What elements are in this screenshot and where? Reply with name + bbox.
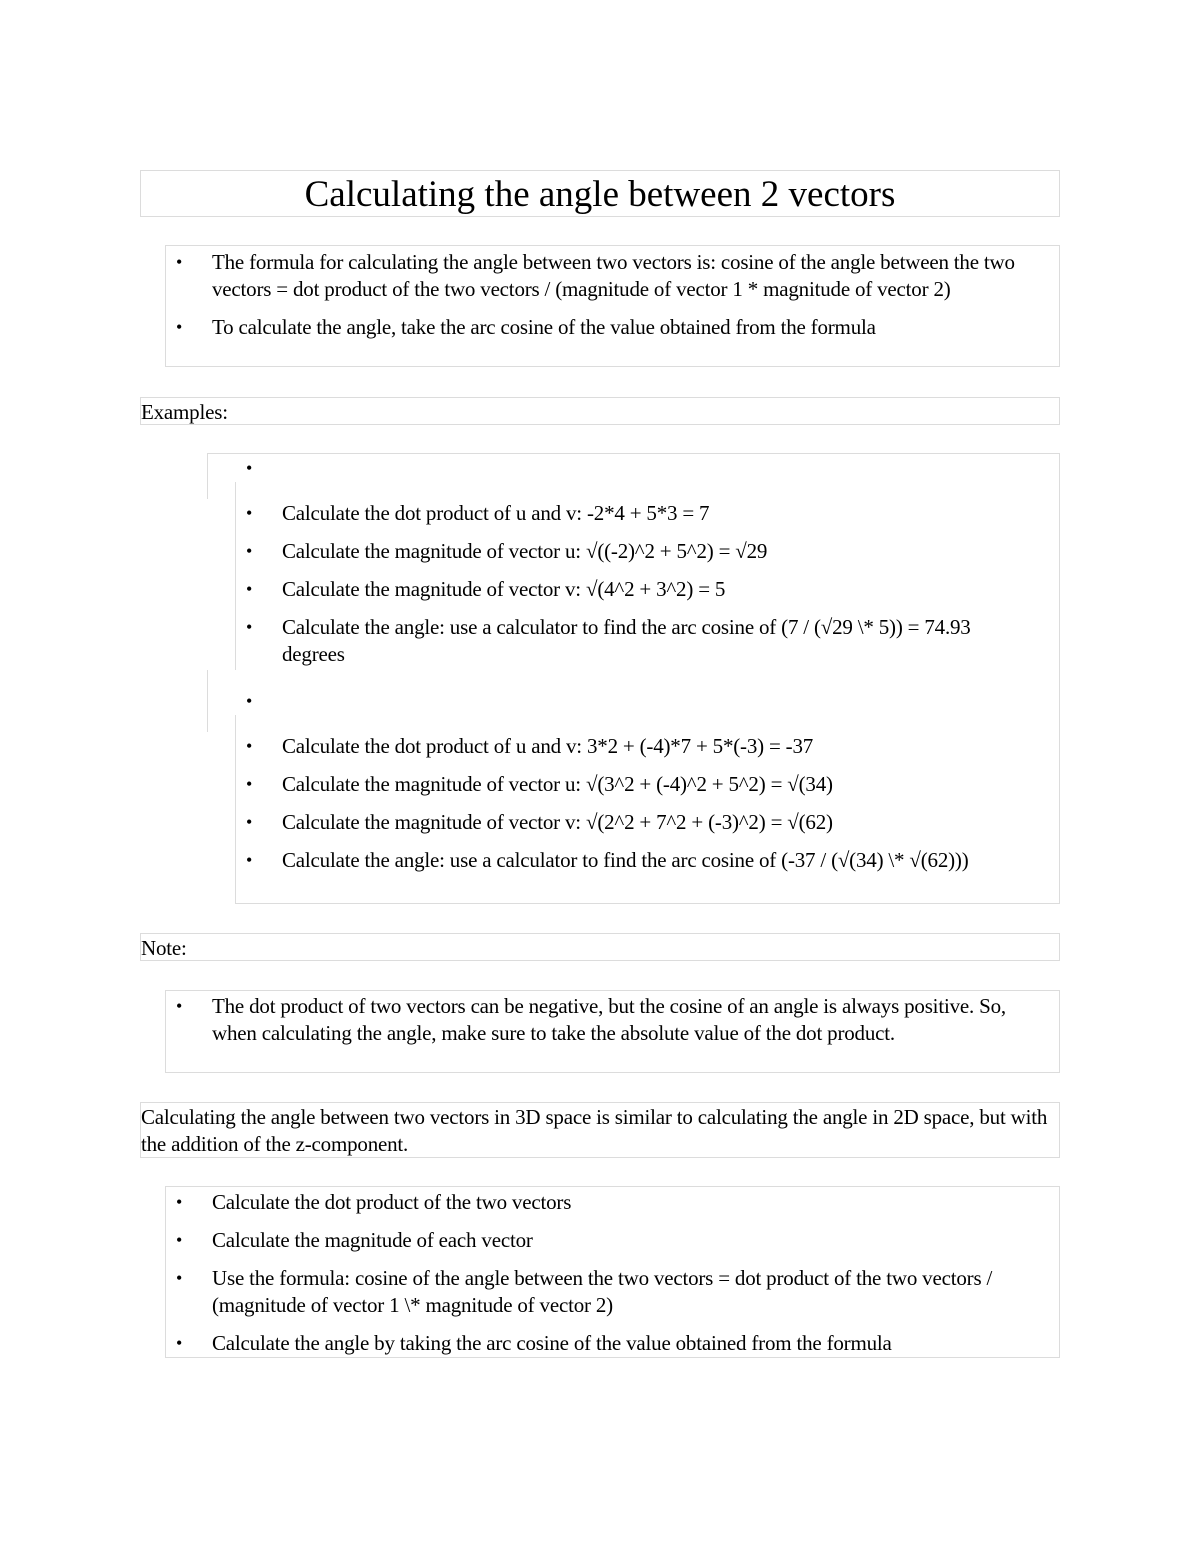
page-title	[140, 170, 1060, 217]
list-item-text: Calculate the angle by taking the arc cosine of the value obtained from the formula	[212, 1331, 892, 1355]
example-2-steps-rule	[235, 715, 236, 903]
examples-box-bottom-rule	[235, 903, 1060, 904]
list-item	[176, 314, 1058, 341]
page-title-text: Calculating the angle between 2 vectors	[304, 174, 896, 215]
intro-list-box	[165, 245, 1060, 367]
bullet-icon: •	[176, 317, 183, 337]
bullet-icon: •	[176, 996, 183, 1016]
list-item	[246, 538, 1042, 565]
example-2-left-rule	[207, 670, 208, 732]
threed-list	[176, 1189, 1032, 1357]
list-item-text: Calculate the dot product of the two vectors	[212, 1190, 572, 1214]
list-item-text: Calculate the angle: use a calculator to find the arc cosine of (7 / (√29 \* 5)) = 74.93 degrees	[282, 615, 971, 666]
bullet-icon: •	[246, 503, 253, 523]
list-item	[246, 455, 1042, 482]
bullet-icon: •	[246, 774, 253, 794]
bullet-icon: •	[246, 736, 253, 756]
list-item	[176, 993, 1042, 1047]
note-label-text: Note:	[141, 936, 187, 960]
examples-label	[140, 397, 1060, 425]
list-item-text: The dot product of two vectors can be negative, but the cosine of an angle is always positive. So, when calculating the angle, make sure to take the absolute value of the dot product.	[212, 994, 1006, 1045]
example-1-heading	[246, 455, 1042, 482]
bullet-icon: •	[176, 1230, 183, 1250]
bullet-icon: •	[246, 691, 253, 711]
note-list	[176, 993, 1042, 1047]
bullet-icon: •	[246, 617, 253, 637]
intro-list	[176, 249, 1058, 341]
list-item-text: Calculate the magnitude of vector v: √(2^2 + 7^2 + (-3)^2) = √(62)	[282, 810, 833, 834]
threed-paragraph-text: Calculating the angle between two vectors in 3D space is similar to calculating the angle in 2D space, but with the addition of the z-component.	[141, 1105, 1048, 1156]
list-item-text: Calculate the magnitude of vector u: √(3^2 + (-4)^2 + 5^2) = √(34)	[282, 772, 833, 796]
example-2-heading	[246, 688, 1042, 715]
bullet-icon: •	[246, 579, 253, 599]
list-item	[246, 809, 1042, 836]
example-2-steps	[246, 733, 1042, 874]
bullet-icon: •	[176, 1333, 183, 1353]
list-item-text: Calculate the magnitude of vector v: √(4^2 + 3^2) = 5	[282, 577, 726, 601]
note-list-box	[165, 990, 1060, 1073]
list-item-text: To calculate the angle, take the arc cosine of the value obtained from the formula	[212, 315, 876, 339]
list-item	[246, 500, 1042, 527]
bullet-icon: •	[246, 812, 253, 832]
list-item-text: Use the formula: cosine of the angle between the two vectors = dot product of the two vectors / (magnitude of vector 1 \* magnitude of vector 2)	[212, 1266, 993, 1317]
list-item-text: Calculate the dot product of u and v: 3*2 + (-4)*7 + 5*(-3) = -37	[282, 734, 814, 758]
bullet-icon: •	[246, 541, 253, 561]
list-item	[176, 1227, 1032, 1254]
list-item-text: Calculate the angle: use a calculator to find the arc cosine of (-37 / (√(34) \* √(62)))	[282, 848, 969, 872]
bullet-icon: •	[246, 850, 253, 870]
list-item	[246, 771, 1042, 798]
note-label	[140, 933, 1060, 961]
bullet-icon: •	[176, 1192, 183, 1212]
list-item-text: Calculate the magnitude of vector u: √((-2)^2 + 5^2) = √29	[282, 539, 768, 563]
list-item-text: Calculate the dot product of u and v: -2*4 + 5*3 = 7	[282, 501, 710, 525]
list-item	[246, 614, 1022, 668]
bullet-icon: •	[176, 1268, 183, 1288]
list-item	[176, 1265, 1032, 1319]
example-1-steps	[246, 500, 1042, 668]
list-item-text: The formula for calculating the angle between two vectors is: cosine of the angle between the two vectors = dot product of the two vectors / (magnitude of vector 1 * magnitude of vector 2)	[212, 250, 1015, 301]
list-item-text: Calculate the magnitude of each vector	[212, 1228, 533, 1252]
threed-list-box	[165, 1186, 1060, 1358]
list-item	[176, 1330, 1032, 1357]
list-item	[246, 576, 1042, 603]
threed-paragraph	[140, 1102, 1060, 1158]
list-item	[246, 688, 1042, 715]
bullet-icon: •	[176, 252, 183, 272]
bullet-icon: •	[246, 458, 253, 478]
list-item	[246, 847, 1012, 874]
list-item	[176, 249, 1058, 303]
list-item	[246, 733, 1042, 760]
example-1-left-rule	[207, 453, 208, 499]
list-item	[176, 1189, 1032, 1216]
examples-label-text: Examples:	[141, 400, 228, 424]
example-1-steps-rule	[235, 482, 236, 670]
